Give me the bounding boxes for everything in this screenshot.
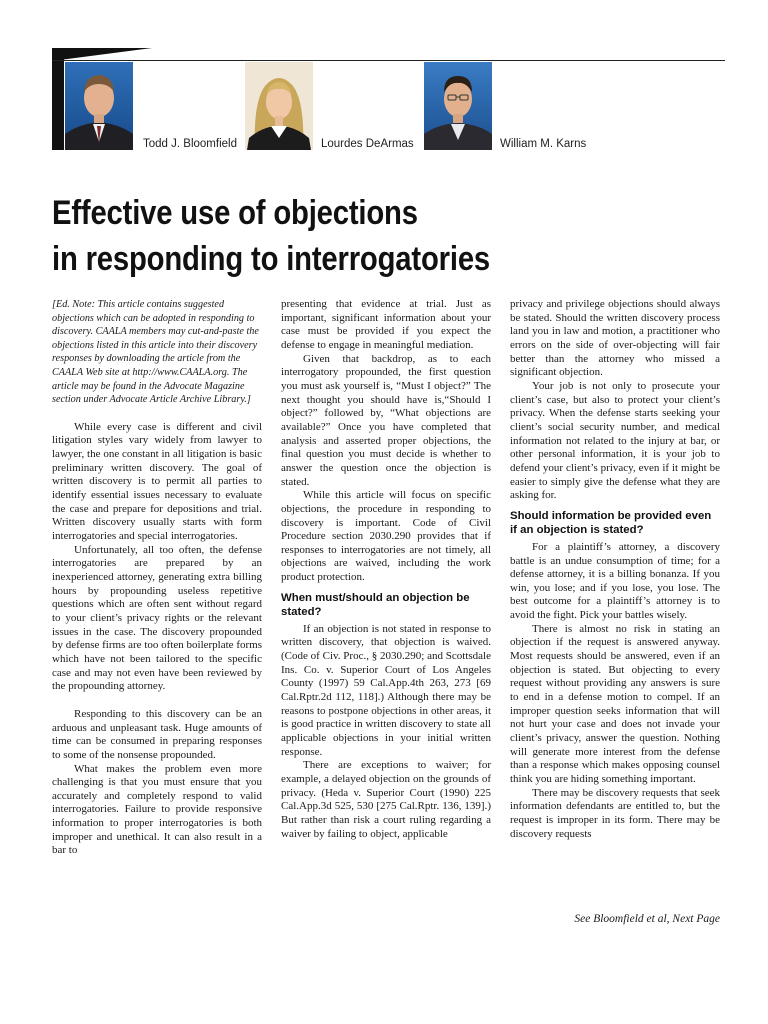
column-3 bbox=[510, 298, 720, 841]
title-line-2: in responding to interrogatories bbox=[52, 240, 490, 278]
author-photo-bloomfield bbox=[65, 62, 133, 150]
section-heading: Should information be provided even if an objection is stated? bbox=[510, 509, 712, 536]
paragraph: While this article will focus on specific objections, the procedure in responding to discovery is important. Code of Civil Procedure section 2030.290 provides that if responses to interrogatories are not timely, all objections are waived, including the work product protection. bbox=[281, 489, 491, 584]
paragraph: Your job is not only to prosecute your client’s case, but also to protect your client’s privacy. When the defense starts seeking your client’s social security number, and medical information not related to the injury at bar, or other personal information, it is your job to defend your client’s privacy, even if it might be easier to simply give the defense what they are asking for. bbox=[510, 379, 720, 502]
author-name: Lourdes DeArmas bbox=[321, 138, 414, 150]
paragraph: Responding to this discovery can be an arduous and unpleasant task. Huge amounts of time can be consumed in preparing responses to some of the nonsense propounded. bbox=[52, 707, 262, 761]
paragraph: Given that backdrop, as to each interrogatory propounded, the first question you must ask yourself is, “Must I object?” The next thought you should have is,“Should I object?” followed by, “What objections are available?” Once you have completed that analysis and asserted proper objections, the final question you must decide is whether to answer the question once the objection is stated. bbox=[281, 352, 491, 488]
paragraph: For a plaintiff’s attorney, a discovery battle is an undue consumption of time; for a defense attorney, it is a billing bonanza. If you win, you lose; and if you lose, you lose. The best outcome for a plaintiff’s attorney is to avoid the fight. Pick your battles wisely. bbox=[510, 540, 720, 622]
article-title bbox=[52, 190, 654, 282]
section-heading: When must/should an objection be stated? bbox=[281, 591, 470, 618]
paragraph: While every case is different and civil litigation styles vary widely from lawyer to lawyer, the one constant in all litigation is basic preliminary written discovery. The goal of written discovery is to permit all parties to identify essential issues necessary to evaluate the case and prepare for depositions and trial. Written discovery usually starts with form interrogatories and special interrogatories. bbox=[52, 420, 262, 542]
paragraph: presenting that evidence at trial. Just as important, significant information about your case must be provided if you expect the defense to engage in meaningful mediation. bbox=[281, 298, 491, 351]
title-line-1: Effective use of objections bbox=[52, 194, 418, 232]
paragraph: Unfortunately, all too often, the defense interrogatories are prepared by an inexperienced attorney, generating extra billing hours by propounding useless repetitive questions which are often sent without regard to your client’s privacy rights or the relevant issues in the case. The discovery propounded by defense firms are too often boilerplate forms which have not been tailored to the specific case and may not even have been reviewed by the propounding attorney. bbox=[52, 543, 262, 693]
paragraph: There may be discovery requests that seek information defendants are entitled to, but the request is improper in its form. There may be discovery requests bbox=[510, 786, 720, 840]
paragraph: If an objection is not stated in response to written discovery, that objection is waived. (Code of Civ. Proc., § 2030.290; and Scottsdale Ins. Co. v. Superior Court of Los Angeles County (1997) 59 Cal.App.4th 263, 273 [69 Cal.Rptr.2d 112, 118].) Although there may be reasons to postpone objections in other areas, it is good practice in written discovery to state all applicable objections in your initial written response. bbox=[281, 622, 491, 758]
column-1 bbox=[52, 298, 262, 858]
paragraph: What makes the problem even more challenging is that you must ensure that you accurately and completely respond to valid interrogatories. Failure to provide responsive information to proper interrogatories is both improper and unethical. It can also result in a bar to bbox=[52, 762, 262, 857]
author-name: William M. Karns bbox=[500, 138, 587, 150]
column-2 bbox=[281, 298, 491, 841]
author-name: Todd J. Bloomfield bbox=[143, 138, 237, 150]
continued-on-next-page: See Bloomfield et al, Next Page bbox=[574, 913, 720, 925]
header-rule bbox=[52, 60, 725, 61]
header-corner-bar bbox=[52, 48, 64, 150]
author-photo-karns bbox=[424, 62, 492, 150]
author-photo-dearmas bbox=[245, 62, 313, 150]
editor-note: [Ed. Note: This article contains suggested objections which can be adopted in responding to discovery. CAALA members may cut-and-paste the objections listed in this article into their discovery responses by downloading the article from the CAALA Web site at http://www.CAALA.org. The article may be found in the Advocate Magazine section under Advocate Article Archive Library.] bbox=[52, 299, 259, 406]
paragraph: There are exceptions to waiver; for example, a delayed objection on the grounds of privacy. (Heda v. Superior Court (1990) 225 Cal.App.3d 525, 530 [275 Cal.Rptr. 136, 139].) But rather than risk a court ruling regarding a waiver by failing to object, applicable bbox=[281, 759, 491, 840]
paragraph: privacy and privilege objections should always be stated. Should the written discovery process land you in law and motion, a practitioner who errors on the side of over-objecting will fair better than the attorney who missed a significant objection. bbox=[510, 298, 720, 379]
paragraph: There is almost no risk in stating an objection if the request is answered anyway. Most requests should be answered, even if an objection is stated. But objecting to every request without providing any answers is sure to end in a defense motion to compel. If an improper question seeks information that will not hurt your case and does not invade your client’s privacy, answer the question. Nothing will generate more interest from the defense than a response which makes opposing counsel think you are hiding something important. bbox=[510, 622, 720, 785]
